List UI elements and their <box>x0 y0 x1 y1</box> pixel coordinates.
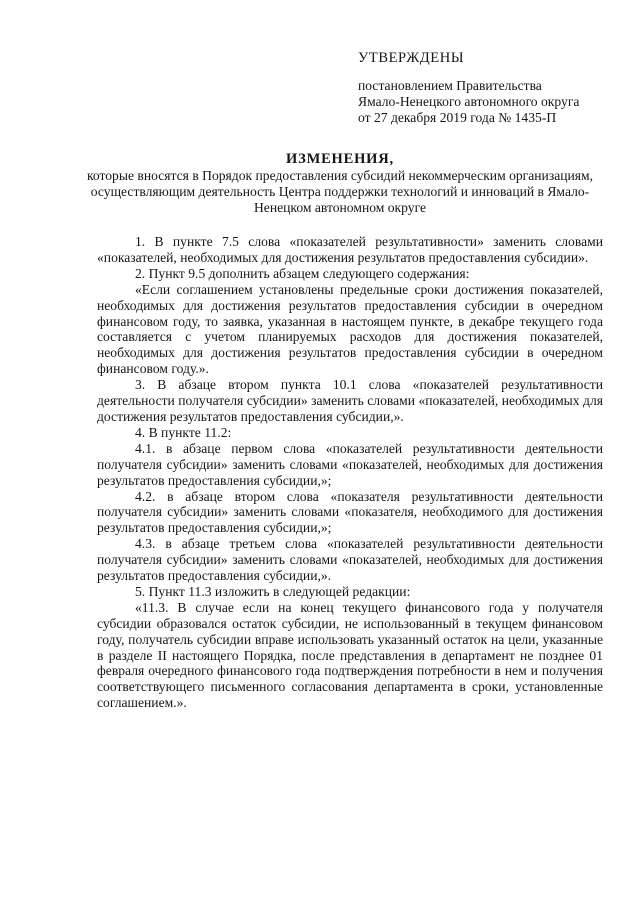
document-body <box>97 234 603 711</box>
approval-line: Ямало-Ненецкого автономного округа <box>358 94 580 109</box>
approval-line: постановлением Правительства <box>358 78 542 93</box>
paragraph: 1. В пункте 7.5 слова «показателей результативности» заменить словами «показателей, необходимых для достижения результатов предоставления субсидии». <box>97 234 603 265</box>
paragraph: 2. Пункт 9.5 дополнить абзацем следующего содержания: <box>135 265 470 281</box>
paragraph: 4.1. в абзаце первом слова «показателей результативности деятельности получателя субсидии» заменить словами «показателей, необходимых для достижения результатов предоставления субсидии,»; <box>97 440 603 488</box>
document-title: ИЗМЕНЕНИЯ, <box>286 151 394 167</box>
paragraph: «Если соглашением установлены предельные сроки достижения показателей, необходимых для достижения результатов предоставления субсидии в очередном финансовом году, то заявка, указанная в настоящем пункте, в декабре текущего года составляется с учетом планируемых расходов для достижения показателей, необходимых для достижения результатов предоставления субсидии в очередном финансовом году.». <box>97 281 603 377</box>
paragraph: 3. В абзаце втором пункта 10.1 слова «показателей результативности деятельности получателя субсидии» заменить словами «показателей, необходимых для достижения результатов предоставления субсидии,». <box>97 377 603 424</box>
paragraph: 4.3. в абзаце третьем слова «показателей результативности деятельности получателя субсидии» заменить словами «показателей, необходимых для достижения результатов предоставления субсидии,». <box>97 536 603 584</box>
paragraph: 4.2. в абзаце втором слова «показателя результативности деятельности получателя субсидии» заменить словами «показателя, необходимого для достижения результатов предоставления субсидии,»; <box>97 488 603 536</box>
approval-heading: УТВЕРЖДЕНЫ <box>358 50 465 66</box>
approval-block <box>358 50 579 126</box>
document-subtitle: которые вносятся в Порядок предоставления субсидий некоммерческим организациям, осуществляющим деятельность Центра поддержки технологий и инноваций в Ямало-Ненецком автономном округе <box>86 168 594 215</box>
approval-line: от 27 декабря 2019 года № 1435-П <box>358 110 557 125</box>
paragraph: 4. В пункте 11.2: <box>135 424 232 440</box>
paragraph: «11.3. В случае если на конец текущего финансового года у получателя субсидии образовался остаток субсидии, не использованный в текущем финансовом году, получатель субсидии вправе использовать указанный остаток на цели, указанные в разделе II настоящего Порядка, после представления в департамент не позднее 01 февраля очередного финансового года подтверждения потребности в нем и получения соответствующего письменного согласования департамента в сроки, установленные соглашением.». <box>97 599 603 711</box>
paragraph: 5. Пункт 11.3 изложить в следующей редакции: <box>135 583 411 599</box>
document-heading <box>80 150 600 216</box>
